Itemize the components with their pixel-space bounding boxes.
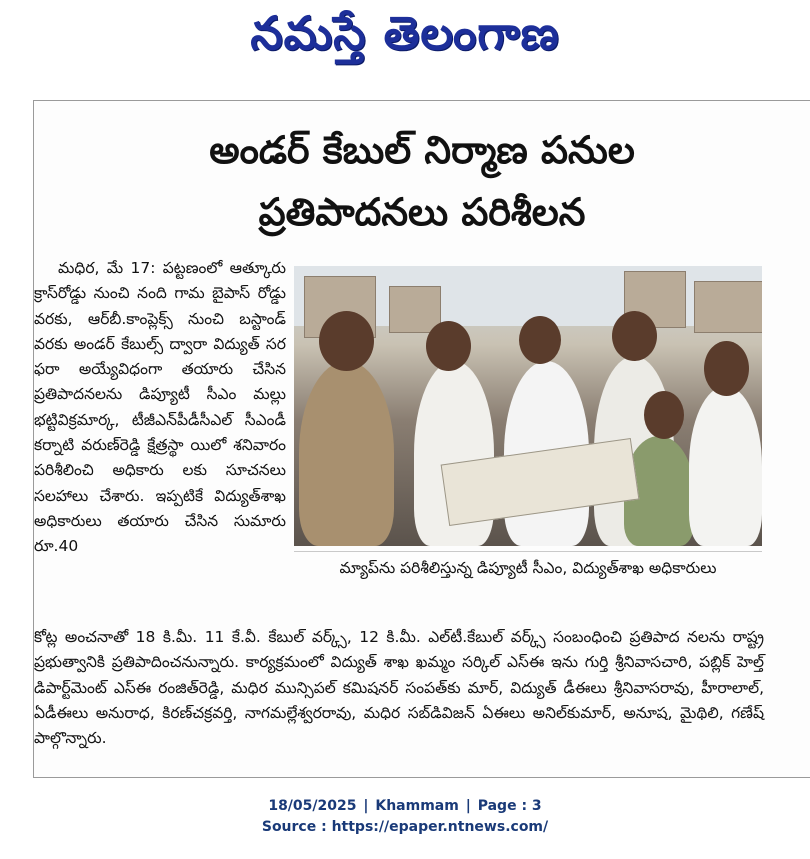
photo-person bbox=[299, 361, 394, 546]
article-body-full bbox=[34, 625, 764, 751]
newspaper-logo: నమస్తే తెలంగాణ bbox=[250, 6, 560, 60]
article-body-column bbox=[34, 256, 286, 560]
headline bbox=[34, 119, 810, 243]
photo-person-head bbox=[426, 321, 471, 371]
footer bbox=[0, 796, 810, 838]
photo-person-head bbox=[704, 341, 749, 396]
photo-person bbox=[689, 386, 762, 546]
masthead bbox=[0, 0, 810, 78]
article-clipping bbox=[33, 100, 810, 778]
photo-building bbox=[694, 281, 762, 333]
footer-meta: 18/05/2025 | Khammam | Page : 3 bbox=[268, 798, 542, 814]
photo-person-head bbox=[319, 311, 374, 371]
news-photo bbox=[294, 266, 762, 546]
article-paragraph-1: మధిర, మే 17: పట్టణంలో ఆత్కూరు క్రాస్‌రోడ్డు నుంచి నంది గామ బైపాస్‌ రోడ్డు వరకు, ఆర్‌బీ.కాంప్లెక్స్‌ నుంచి బస్టాండ్‌ వరకు అండర్‌ కేబుల్స్‌ ద్వారా విద్యుత్‌ సర ఫరా అయ్యేవిధంగా తయారు చేసిన ప్రతిపాదనలను డిప్యూటీ సీఎం మల్లు భట్టివిక్రమార్క, టీజీఎన్‌పీడీసీఎల్‌ సీఎండీ కర్నాటి వరుణ్‌రెడ్డి క్షేత్రస్థా యిలో శనివారం పరిశీలించి అధికారు లకు సూచనలు సలహాలు చేశారు. ఇప్పటికే విద్యుత్‌శాఖ అధికారులు తయారు చేసిన సుమారు రూ.40 bbox=[34, 259, 286, 556]
footer-source[interactable]: Source : https://epaper.ntnews.com/ bbox=[261, 819, 549, 835]
footer-page: Page : 3 bbox=[477, 798, 542, 814]
headline-line-2: ప్రతిపాదనలు పరిశీలన bbox=[258, 190, 586, 234]
footer-edition: Khammam bbox=[375, 798, 459, 814]
photo-person-head bbox=[644, 391, 684, 439]
photo-caption: మ్యాప్‌ను పరిశీలిస్తున్న డిప్యూటీ సీఎం, విద్యుత్‌శాఖ అధికారులు bbox=[294, 551, 762, 584]
footer-date: 18/05/2025 bbox=[268, 798, 357, 814]
headline-line-1: అండర్‌ కేబుల్‌ నిర్మాణ పనుల bbox=[209, 128, 635, 172]
photo-person-head bbox=[612, 311, 657, 361]
photo-person-head bbox=[519, 316, 561, 364]
article-paragraph-2: కోట్ల అంచనాతో 18 కి.మీ. 11 కే.వీ. కేబుల్‌ వర్క్స్‌, 12 కి.మీ. ఎల్‌టీ.కేబుల్‌ వర్క్స్‌ సంబంధించి ప్రతిపాద నలను రాష్ట్ర ప్రభుత్వానికి ప్రతిపాదించనున్నారు. కార్యక్రమంలో విద్యుత్‌ శాఖ ఖమ్మం సర్కిల్‌ ఎస్‌ఈ ఇను గుర్తి శ్రీనివాసచారి, పబ్లిక్‌ హెల్త్‌ డిపార్ట్‌మెంట్‌ ఎస్‌ఈ రంజిత్‌రెడ్డి, మధిర మున్సిపల్‌ కమిషనర్‌ సంపత్‌కు మార్‌, విద్యుత్‌ డీఈలు శ్రీనివాసరావు, హీరాలాల్‌, ఏడీఈలు అనురాధ, కిరణ్‌చక్రవర్తి, నాగమల్లేశ్వరరావు, మధిర సబ్‌డివిజన్‌ ఏఈలు అనిల్‌కుమార్‌, అనూష, మైథిలి, గణేష్‌ పాల్గొన్నారు. bbox=[34, 628, 764, 748]
